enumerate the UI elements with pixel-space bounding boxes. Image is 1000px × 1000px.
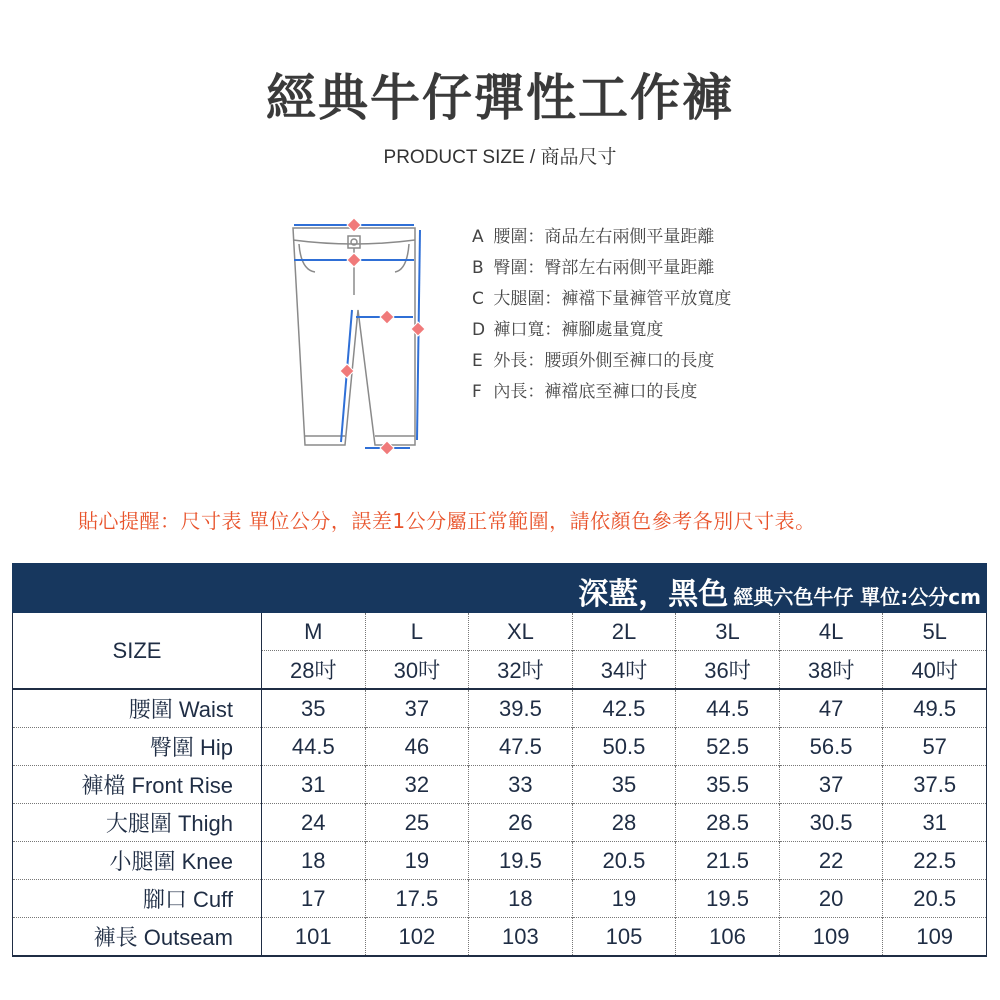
size-5l: 5L xyxy=(883,613,987,651)
legend-item-f xyxy=(472,377,802,408)
legend-text: 外長：腰頭外側至褲口的長度 xyxy=(493,351,715,371)
legend-key: E xyxy=(472,351,483,371)
legend-key: B xyxy=(472,258,484,278)
table-cell: 22.5 xyxy=(883,842,987,880)
table-cell: 47.5 xyxy=(469,728,573,766)
legend-text: 褲口寬：褲腳處量寬度 xyxy=(493,320,664,340)
table-cell: 57 xyxy=(883,728,987,766)
table-cell: 18 xyxy=(469,880,573,918)
legend-key: C xyxy=(472,289,484,309)
table-cell: 37 xyxy=(365,689,469,728)
inch-cell: 28吋 xyxy=(262,651,366,690)
table-cell: 102 xyxy=(365,918,469,957)
size-xl: XL xyxy=(469,613,573,651)
table-cell: 42.5 xyxy=(572,689,676,728)
size-3l: 3L xyxy=(676,613,780,651)
inch-cell: 32吋 xyxy=(469,651,573,690)
table-cell: 49.5 xyxy=(883,689,987,728)
legend-item-c xyxy=(472,284,802,315)
table-row xyxy=(13,842,987,880)
table-cell: 19.5 xyxy=(676,880,780,918)
inch-cell: 40吋 xyxy=(883,651,987,690)
table-row xyxy=(13,766,987,804)
table-cell: 24 xyxy=(262,804,366,842)
table-cell: 31 xyxy=(883,804,987,842)
table-cell: 44.5 xyxy=(262,728,366,766)
legend-text: 大腿圍：褲襠下量褲管平放寬度 xyxy=(493,289,732,309)
table-cell: 52.5 xyxy=(676,728,780,766)
table-cell: 19 xyxy=(572,880,676,918)
table-cell: 105 xyxy=(572,918,676,957)
table-cell: 35.5 xyxy=(676,766,780,804)
legend-text: 臀圍：臀部左右兩側平量距離 xyxy=(493,258,715,278)
table-cell: 109 xyxy=(883,918,987,957)
legend-key: F xyxy=(472,382,482,402)
table-row xyxy=(13,804,987,842)
size-table xyxy=(12,563,987,957)
table-cell: 31 xyxy=(262,766,366,804)
table-cell: 25 xyxy=(365,804,469,842)
legend-item-a xyxy=(472,222,802,253)
table-cell: 44.5 xyxy=(676,689,780,728)
size-2l: 2L xyxy=(572,613,676,651)
measurement-legend xyxy=(472,222,802,408)
table-row xyxy=(13,689,987,728)
table-cell: 47 xyxy=(779,689,883,728)
size-l: L xyxy=(365,613,469,651)
table-cell: 33 xyxy=(469,766,573,804)
table-cell: 17.5 xyxy=(365,880,469,918)
table-cell: 103 xyxy=(469,918,573,957)
unit-subtitle: 經典六色牛仔 單位:公分cm xyxy=(733,585,981,609)
table-cell: 17 xyxy=(262,880,366,918)
row-label: 大腿圍 Thigh xyxy=(13,804,262,842)
table-row xyxy=(13,728,987,766)
legend-item-e xyxy=(472,346,802,377)
legend-text: 內長：褲襠底至褲口的長度 xyxy=(493,382,698,402)
table-cell: 20.5 xyxy=(572,842,676,880)
table-cell: 28.5 xyxy=(676,804,780,842)
table-cell: 30.5 xyxy=(779,804,883,842)
table-cell: 37 xyxy=(779,766,883,804)
size-m: M xyxy=(262,613,366,651)
row-label: 腳口 Cuff xyxy=(13,880,262,918)
inch-cell: 30吋 xyxy=(365,651,469,690)
inch-cell: 34吋 xyxy=(572,651,676,690)
table-cell: 37.5 xyxy=(883,766,987,804)
table-cell: 26 xyxy=(469,804,573,842)
table-cell: 39.5 xyxy=(469,689,573,728)
table-cell: 35 xyxy=(572,766,676,804)
table-header-band xyxy=(12,563,987,613)
page-title: 經典牛仔彈性工作褲 xyxy=(266,69,734,127)
legend-key: A xyxy=(472,227,484,247)
table-row xyxy=(13,918,987,957)
table-cell: 32 xyxy=(365,766,469,804)
table-cell: 21.5 xyxy=(676,842,780,880)
size-header-row xyxy=(13,613,987,651)
legend-item-d xyxy=(472,315,802,346)
table-cell: 22 xyxy=(779,842,883,880)
page-subtitle: PRODUCT SIZE / 商品尺寸 xyxy=(383,147,617,168)
table-cell: 28 xyxy=(572,804,676,842)
row-label: 褲檔 Front Rise xyxy=(13,766,262,804)
table-cell: 19 xyxy=(365,842,469,880)
table-cell: 18 xyxy=(262,842,366,880)
table-cell: 50.5 xyxy=(572,728,676,766)
table-cell: 20 xyxy=(779,880,883,918)
row-label: 小腿圍 Knee xyxy=(13,842,262,880)
inch-cell: 36吋 xyxy=(676,651,780,690)
row-label: 褲長 Outseam xyxy=(13,918,262,957)
size-label: SIZE xyxy=(13,613,262,689)
color-variant-title: 深藍，黑色 xyxy=(578,577,729,612)
legend-item-b xyxy=(472,253,802,284)
row-label: 腰圍 Waist xyxy=(13,689,262,728)
table-row xyxy=(13,880,987,918)
table-cell: 109 xyxy=(779,918,883,957)
inch-cell: 38吋 xyxy=(779,651,883,690)
table-cell: 46 xyxy=(365,728,469,766)
row-label: 臀圍 Hip xyxy=(13,728,262,766)
size-4l: 4L xyxy=(779,613,883,651)
table-cell: 20.5 xyxy=(883,880,987,918)
table-cell: 19.5 xyxy=(469,842,573,880)
table-cell: 106 xyxy=(676,918,780,957)
table-cell: 101 xyxy=(262,918,366,957)
legend-text: 腰圍：商品左右兩側平量距離 xyxy=(493,227,715,247)
table-cell: 35 xyxy=(262,689,366,728)
size-notice: 貼心提醒：尺寸表 單位公分，誤差1公分屬正常範圍，請依顏色參考各別尺寸表。 xyxy=(78,509,816,533)
pants-diagram-icon xyxy=(275,210,435,460)
legend-key: D xyxy=(472,320,486,340)
table-cell: 56.5 xyxy=(779,728,883,766)
